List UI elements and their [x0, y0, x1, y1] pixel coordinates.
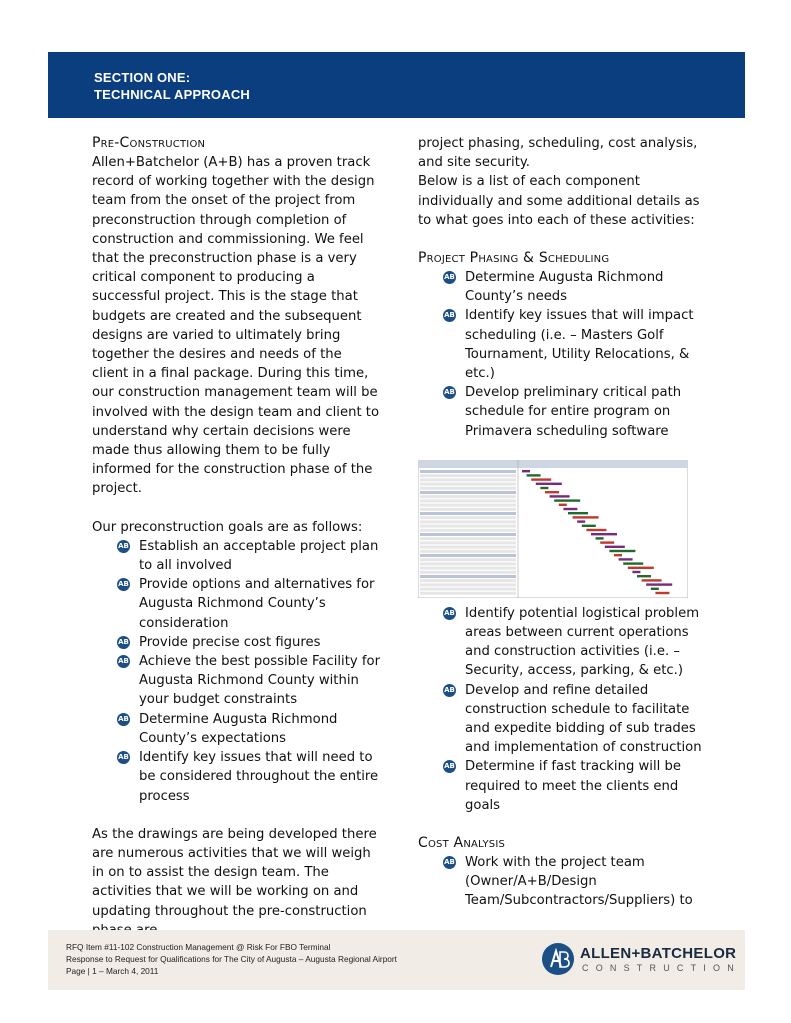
- footer-text: [66, 941, 397, 977]
- goals-list: [92, 537, 382, 806]
- list-item: AB Provide precise cost figures: [118, 634, 321, 650]
- gantt-row-label: [420, 487, 516, 490]
- gantt-bar: [531, 478, 551, 480]
- gantt-row-label: [420, 524, 516, 527]
- footer-response-line: Response to Request for Qualifications for The City of Augusta – Augusta Regional Airport: [66, 954, 397, 964]
- left-column: [92, 134, 382, 940]
- gantt-bar: [623, 562, 643, 564]
- ab-logo-bullet-icon: AB: [117, 713, 130, 726]
- gantt-row-label: [420, 478, 516, 481]
- gantt-row-label: [420, 495, 516, 498]
- ab-logo-bullet-icon: AB: [443, 607, 456, 620]
- gantt-row-label: [420, 566, 516, 569]
- gantt-row-label: [420, 491, 516, 494]
- ab-logo-bullet-icon: AB: [443, 386, 456, 399]
- goals-intro: Our preconstruction goals are as follows:: [92, 519, 363, 535]
- gantt-bar: [568, 512, 588, 514]
- gantt-row-label: [420, 571, 516, 574]
- gantt-row-label: [420, 516, 516, 519]
- footer-band: [48, 930, 745, 990]
- list-item: AB Provide options and alternatives for Augusta Richmond County’s consideration: [118, 577, 375, 631]
- gantt-bar: [536, 482, 562, 484]
- list-item: AB Achieve the best possible Facility for Augusta Richmond County within your budget constraints: [118, 654, 381, 708]
- gantt-bar: [609, 550, 635, 552]
- ab-logo-bullet-icon: AB: [117, 636, 130, 649]
- section-header-band: [48, 52, 745, 118]
- gantt-bar: [632, 571, 640, 573]
- gantt-bar: [540, 487, 548, 489]
- phasing-heading: Project Phasing & Scheduling: [418, 250, 610, 267]
- ab-logo-bullet-icon: AB: [443, 856, 456, 869]
- ab-logo-bullet-icon: AB: [117, 751, 130, 764]
- ab-logo-bullet-icon: AB: [117, 655, 130, 668]
- gantt-row-label: [420, 470, 516, 473]
- gantt-row-label: [420, 575, 516, 578]
- list-item: AB Identify potential logistical problem areas between current operations and construction activities (i.e. – Security, access, parking, & etc.): [444, 605, 700, 679]
- gantt-row-label: [420, 533, 516, 536]
- list-item: AB Identify key issues that will impact scheduling (i.e. – Masters Golf Tournament, Utility Relocations, & etc.): [444, 308, 694, 382]
- list-item: AB Determine if fast tracking will be required to meet the clients end goals: [444, 759, 681, 813]
- logo-name: ALLEN+BATCHELOR: [580, 945, 737, 962]
- section-title: [94, 69, 250, 103]
- gantt-row-label: [420, 550, 516, 553]
- gantt-row-label: [420, 529, 516, 532]
- gantt-bar: [642, 579, 662, 581]
- ab-logo-bullet-icon: AB: [443, 271, 456, 284]
- gantt-bar: [646, 583, 672, 585]
- list-item: AB Identify key issues that will need to be considered throughout the entire process: [118, 750, 379, 804]
- list-item: AB Work with the project team (Owner/A+B/Design Team/Subcontractors/Suppliers) to: [444, 855, 693, 909]
- gantt-row-label: [420, 583, 516, 586]
- gantt-row-label: [420, 587, 516, 590]
- gantt-row-label: [420, 482, 516, 485]
- gantt-bar: [628, 566, 654, 568]
- gantt-row-label: [420, 520, 516, 523]
- gantt-bar: [651, 587, 659, 589]
- gantt-bar: [545, 491, 559, 493]
- ab-logo-bullet-icon: AB: [117, 578, 130, 591]
- gantt-row-label: [420, 545, 516, 548]
- closing-paragraph: As the drawings are being developed there are numerous activities that we will weigh in on to assist the design team. The activities that we will be working on and updating throughout the pre-construction: [92, 826, 377, 919]
- gantt-bar: [600, 541, 614, 543]
- gantt-bar: [637, 575, 651, 577]
- gantt-bar: [591, 533, 617, 535]
- gantt-bar: [582, 524, 596, 526]
- list-item: AB Determine Augusta Richmond County’s needs: [444, 270, 664, 305]
- gantt-bar: [586, 529, 606, 531]
- ab-logo-bullet-icon: AB: [443, 684, 456, 697]
- gantt-chart-graphic: [418, 460, 688, 598]
- gantt-bar: [554, 499, 580, 501]
- gantt-row-label: [420, 541, 516, 544]
- gantt-bar: [619, 558, 633, 560]
- gantt-row-label: [420, 579, 516, 582]
- intro-paragraph: Allen+Batchelor (A+B) has a proven track record of working together with the design team from the onset of the project from preconstruction through completion of construction and commissioning. We feel that the preconstruction phase is a very critical component to producing a successful project. This is the stage that budgets are created and the subsequent designs are varied to ultimately bring together the desires and needs of the client in a final package. During this time, our construction management team will be involved with the design team and client to understand why certain decisions were made thus allowing them to be fully informed for the construction phase of the project.: [92, 155, 380, 497]
- ab-logo-bullet-icon: AB: [443, 760, 456, 773]
- gantt-row-label: [420, 474, 516, 477]
- gantt-bar: [596, 537, 604, 539]
- gantt-bar: [550, 495, 570, 497]
- gantt-row-label: [420, 508, 516, 511]
- ab-logo-bullet-icon: AB: [443, 309, 456, 322]
- section-number: SECTION ONE:: [94, 70, 191, 85]
- gantt-bar: [563, 508, 577, 510]
- list-item: AB Establish an acceptable project plan to all involved: [118, 538, 379, 574]
- gantt-row-label: [420, 558, 516, 561]
- gantt-bar: [655, 592, 669, 594]
- preconstruction-heading: Pre-Construction: [92, 135, 206, 151]
- cost-list: [418, 853, 708, 911]
- logo-mark-icon: [542, 943, 574, 975]
- footer-page-line: Page | 1 – March 4, 2011: [66, 966, 159, 976]
- gantt-bar: [605, 545, 625, 547]
- list-item: AB Develop and refine detailed construction schedule to facilitate and expedite bidding of sub trades and implementation of construction: [444, 682, 702, 756]
- list-item: AB Determine Augusta Richmond County’s expectations: [118, 711, 338, 746]
- phasing-list-a: [418, 268, 708, 441]
- gantt-row-label: [420, 537, 516, 540]
- gantt-bar: [559, 503, 567, 505]
- gantt-row-label: [420, 562, 516, 565]
- logo-subtitle: CONSTRUCTION: [582, 963, 741, 973]
- company-logo: [542, 942, 741, 978]
- gantt-row-label: [420, 592, 516, 595]
- gantt-bar: [614, 554, 622, 556]
- gantt-bar: [573, 516, 599, 518]
- gantt-bar: [522, 470, 530, 472]
- phasing-list-b: [418, 604, 708, 815]
- section-name: TECHNICAL APPROACH: [94, 87, 250, 102]
- components-intro: Below is a list of each component individually and some additional details as to what goes into each of these activities:: [418, 174, 700, 228]
- gantt-row-label: [420, 499, 516, 502]
- cost-analysis-heading: Cost Analysis: [418, 835, 506, 852]
- gantt-row-label: [420, 512, 516, 515]
- gantt-row-label: [420, 554, 516, 557]
- schedule-gantt-image: [418, 460, 688, 598]
- gantt-row-label: [420, 503, 516, 506]
- footer-rfq-line: RFQ Item #11-102 Construction Management @ Risk For FBO Terminal: [66, 942, 331, 952]
- right-column: [418, 134, 708, 911]
- gantt-bar: [577, 520, 585, 522]
- gantt-bar: [527, 474, 541, 476]
- list-item: AB Develop preliminary critical path schedule for entire program on Primavera scheduling software: [444, 385, 682, 439]
- ab-logo-bullet-icon: AB: [117, 540, 130, 553]
- continuation-text: project phasing, scheduling, cost analysis, and site security.: [418, 136, 698, 171]
